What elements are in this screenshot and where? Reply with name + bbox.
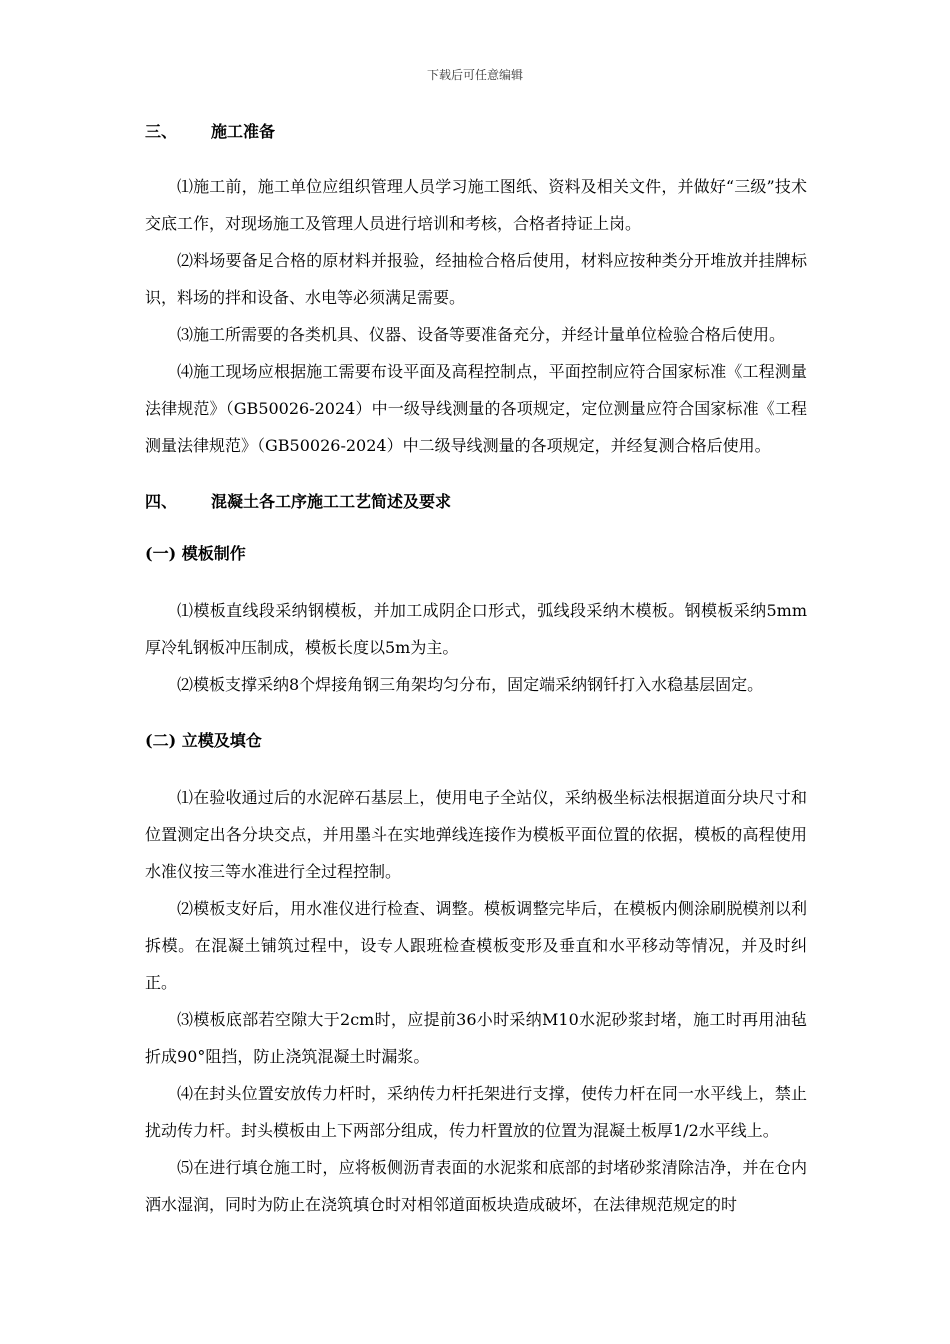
paragraph: ⑵模板支撑采纳8个焊接角钢三角架均匀分布，固定端采纳钢钎打入水稳基层固定。 [177,675,764,694]
section-heading-4 [145,488,807,516]
section-title: 施工准备 [211,122,276,141]
paragraph: ⑷施工现场应根据施工需要布设平面及高程控制点，平面控制应符合国家标准《工程测量法律规范》（GB50026-2024）中一级导线测量的各项规定，定位测量应符合国家标准《工程测量法律规范》（GB50026-2024）中二级导线测量的各项规定，并经复测合格后使用。 [145,362,807,455]
subsection-heading: (二) 立模及填仓 [145,731,262,750]
document-body [145,118,807,1223]
section-title: 混凝土各工序施工工艺简述及要求 [211,492,452,511]
section-number: 四、 [145,492,178,511]
paragraph: ⑵料场要备足合格的原材料并报验，经抽检合格后使用，材料应按种类分开堆放并挂牌标识，料场的拌和设备、水电等必须满足需要。 [145,251,807,307]
page-header: 下载后可任意编辑 [426,68,523,82]
paragraph: ⑴模板直线段采纳钢模板，并加工成阴企口形式，弧线段采纳木模板。钢模板采纳5mm厚冷轧钢板冲压制成，模板长度以5m为主。 [145,601,807,657]
paragraph: ⑶模板底部若空隙大于2cm时，应提前36小时采纳M10水泥砂浆封堵，施工时再用油毡折成90°阻挡，防止浇筑混凝土时漏浆。 [145,1010,807,1066]
paragraph: ⑴施工前，施工单位应组织管理人员学习施工图纸、资料及相关文件，并做好“三级”技术交底工作，对现场施工及管理人员进行培训和考核，合格者持证上岗。 [145,177,807,233]
paragraph: ⑸在进行填仓施工时，应将板侧沥青表面的水泥浆和底部的封堵砂浆清除洁净，并在仓内洒水湿润，同时为防止在浇筑填仓时对相邻道面板块造成破坏，在法律规范规定的时 [145,1158,807,1214]
paragraph: ⑷在封头位置安放传力杆时，采纳传力杆托架进行支撑，使传力杆在同一水平线上，禁止扰动传力杆。封头模板由上下两部分组成，传力杆置放的位置为混凝土板厚1/2水平线上。 [145,1084,807,1140]
paragraph: ⑵模板支好后，用水准仪进行检查、调整。模板调整完毕后，在模板内侧涂刷脱模剂以利拆模。在混凝土铺筑过程中，设专人跟班检查模板变形及垂直和水平移动等情况，并及时纠正。 [145,899,807,992]
section-heading-3 [145,118,807,146]
paragraph: ⑶施工所需要的各类机具、仪器、设备等要准备充分，并经计量单位检验合格后使用。 [177,325,786,344]
paragraph: ⑴在验收通过后的水泥碎石基层上，使用电子全站仪，采纳极坐标法根据道面分块尺寸和位置测定出各分块交点，并用墨斗在实地弹线连接作为模板平面位置的依据，模板的高程使用水准仪按三等水准进行全过程控制。 [145,788,807,881]
section-number: 三、 [145,122,178,141]
subsection-heading: (一) 模板制作 [145,544,246,563]
